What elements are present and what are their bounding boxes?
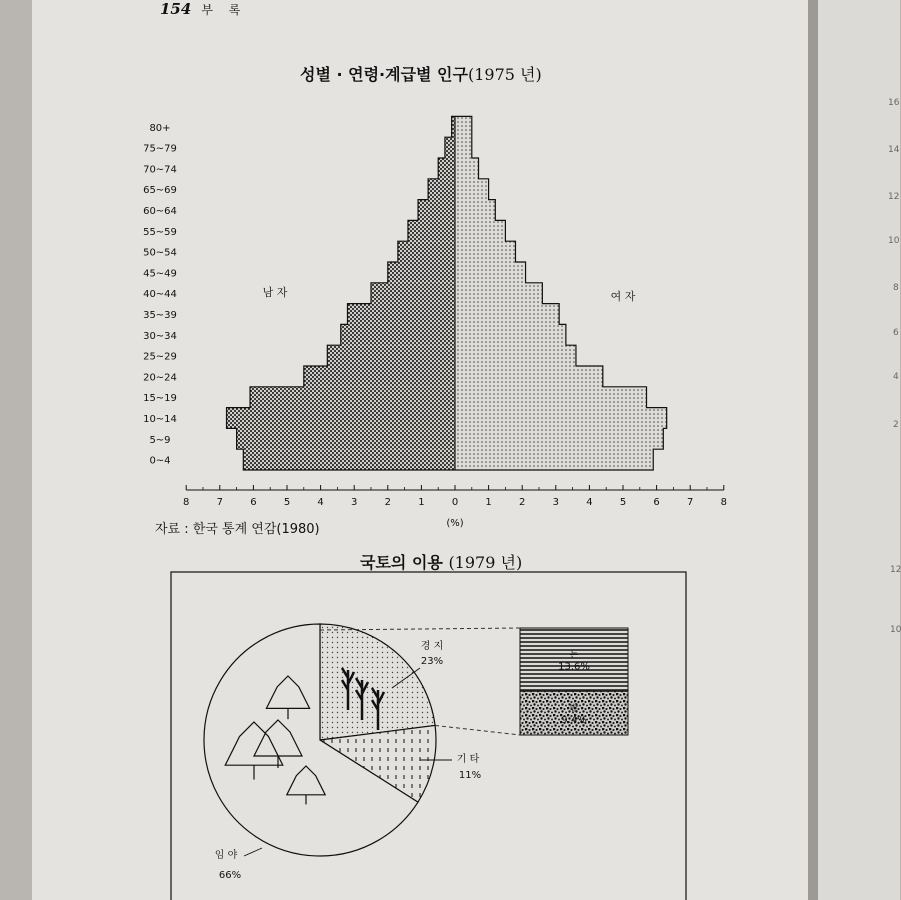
male-bar bbox=[227, 408, 455, 429]
male-bar bbox=[327, 345, 455, 366]
forest-value: 66% bbox=[218, 870, 242, 881]
age-group-label: 45~49 bbox=[143, 268, 177, 280]
female-bar bbox=[455, 408, 667, 429]
male-label: 남 자 bbox=[262, 286, 288, 299]
female-bar bbox=[455, 324, 566, 345]
x-tick-label: 1 bbox=[418, 497, 425, 508]
x-tick-label: 8 bbox=[183, 497, 190, 508]
x-tick-label: 6 bbox=[250, 497, 257, 508]
next-page-number: 2 bbox=[893, 420, 899, 430]
age-group-label: 10~14 bbox=[143, 414, 177, 425]
female-bar bbox=[455, 428, 663, 449]
male-bar bbox=[408, 220, 455, 241]
other-label: 기 타 bbox=[456, 754, 480, 765]
x-tick-label: 8 bbox=[720, 497, 727, 508]
x-tick-label: 0 bbox=[451, 497, 459, 508]
next-page-number: 12 bbox=[888, 192, 900, 202]
age-group-label: 55~59 bbox=[143, 226, 177, 238]
pyramid-title-year: (1975 년) bbox=[467, 65, 542, 84]
male-bar bbox=[250, 387, 455, 408]
next-page-number: 14 bbox=[888, 145, 900, 155]
male-bar bbox=[347, 304, 455, 325]
next-page-number: 10 bbox=[890, 625, 901, 635]
x-tick-label: 7 bbox=[687, 497, 694, 508]
x-tick-label: 6 bbox=[653, 497, 660, 508]
dry-field-value: 9.4% bbox=[561, 715, 587, 727]
female-bar bbox=[455, 200, 495, 221]
age-group-label: 60~64 bbox=[143, 206, 177, 217]
other-value: 11% bbox=[458, 770, 482, 781]
age-group-label: 70~74 bbox=[143, 164, 177, 176]
female-bar bbox=[455, 158, 479, 179]
paddy-value: 13.6% bbox=[558, 661, 590, 673]
female-bar bbox=[455, 116, 472, 137]
landuse-title-year: (1979 년) bbox=[448, 553, 523, 572]
age-group-label: 5~9 bbox=[149, 434, 171, 446]
male-bar bbox=[398, 241, 455, 262]
next-page-number: 6 bbox=[893, 328, 899, 338]
female-bar bbox=[455, 366, 603, 387]
next-page-number: 16 bbox=[888, 98, 900, 108]
female-bar bbox=[455, 179, 489, 200]
farmland-value: 23% bbox=[420, 656, 444, 667]
male-bar bbox=[418, 200, 455, 221]
forest-label: 임 야 bbox=[214, 850, 238, 861]
female-bar bbox=[455, 304, 559, 325]
male-bar bbox=[388, 262, 455, 283]
female-bar bbox=[455, 262, 526, 283]
age-group-label: 15~19 bbox=[143, 393, 177, 405]
x-tick-label: 4 bbox=[317, 497, 324, 508]
age-group-label: 30~34 bbox=[143, 330, 177, 342]
female-bar bbox=[455, 449, 653, 470]
x-tick-label: 2 bbox=[384, 497, 391, 508]
x-tick-label: 7 bbox=[216, 497, 223, 508]
female-bar bbox=[455, 220, 505, 241]
section-name: 부 록 bbox=[201, 3, 247, 17]
female-bar bbox=[455, 241, 515, 262]
age-group-label: 80+ bbox=[149, 122, 171, 134]
male-bar bbox=[341, 324, 455, 345]
age-group-label: 25~29 bbox=[143, 351, 177, 363]
male-bar bbox=[243, 449, 455, 470]
age-group-label: 65~69 bbox=[143, 185, 177, 197]
next-page-number: 4 bbox=[893, 372, 899, 382]
paddy-label: 논 bbox=[569, 650, 579, 661]
male-bar bbox=[428, 179, 455, 200]
age-group-label: 35~39 bbox=[143, 310, 177, 321]
x-tick-label: 3 bbox=[351, 497, 358, 508]
age-group-label: 40~44 bbox=[143, 289, 177, 301]
male-bar bbox=[371, 283, 455, 304]
female-bar bbox=[455, 283, 542, 304]
male-bar bbox=[438, 158, 455, 179]
x-tick-label: 2 bbox=[519, 497, 526, 508]
dry-field-label: 밭 bbox=[569, 704, 579, 715]
female-bar bbox=[455, 387, 647, 408]
next-page-number: 10 bbox=[888, 236, 900, 246]
next-page-number: 12 bbox=[890, 565, 901, 575]
farmland-label: 경 지 bbox=[420, 641, 444, 652]
female-bar bbox=[455, 137, 472, 158]
age-group-label: 20~24 bbox=[143, 372, 177, 384]
age-group-label: 50~54 bbox=[143, 247, 177, 259]
male-bar bbox=[304, 366, 455, 387]
female-bar bbox=[455, 345, 576, 366]
x-tick-label: 3 bbox=[552, 497, 559, 508]
male-bar bbox=[445, 137, 455, 158]
page-number: 154 bbox=[160, 0, 192, 18]
x-tick-label: 1 bbox=[485, 497, 492, 508]
x-tick-label: 4 bbox=[586, 497, 593, 508]
male-bar bbox=[237, 428, 455, 449]
breakdown-connector bbox=[435, 725, 520, 735]
female-label: 여 자 bbox=[610, 290, 636, 303]
next-page-number: 8 bbox=[893, 283, 899, 293]
age-group-label: 0~4 bbox=[149, 455, 171, 467]
pyramid-source: 자료 : 한국 통계 연감(1980) bbox=[155, 522, 320, 537]
x-tick-label: 5 bbox=[283, 497, 291, 508]
pyramid-title-text: 성별 · 연령·계급별 인구 bbox=[300, 65, 468, 84]
x-axis-unit: (%) bbox=[446, 518, 464, 529]
forest-leader bbox=[244, 848, 262, 856]
age-group-label: 75~79 bbox=[143, 143, 177, 155]
x-tick-label: 5 bbox=[619, 497, 627, 508]
landuse-title-text: 국토의 이용 bbox=[360, 553, 443, 572]
